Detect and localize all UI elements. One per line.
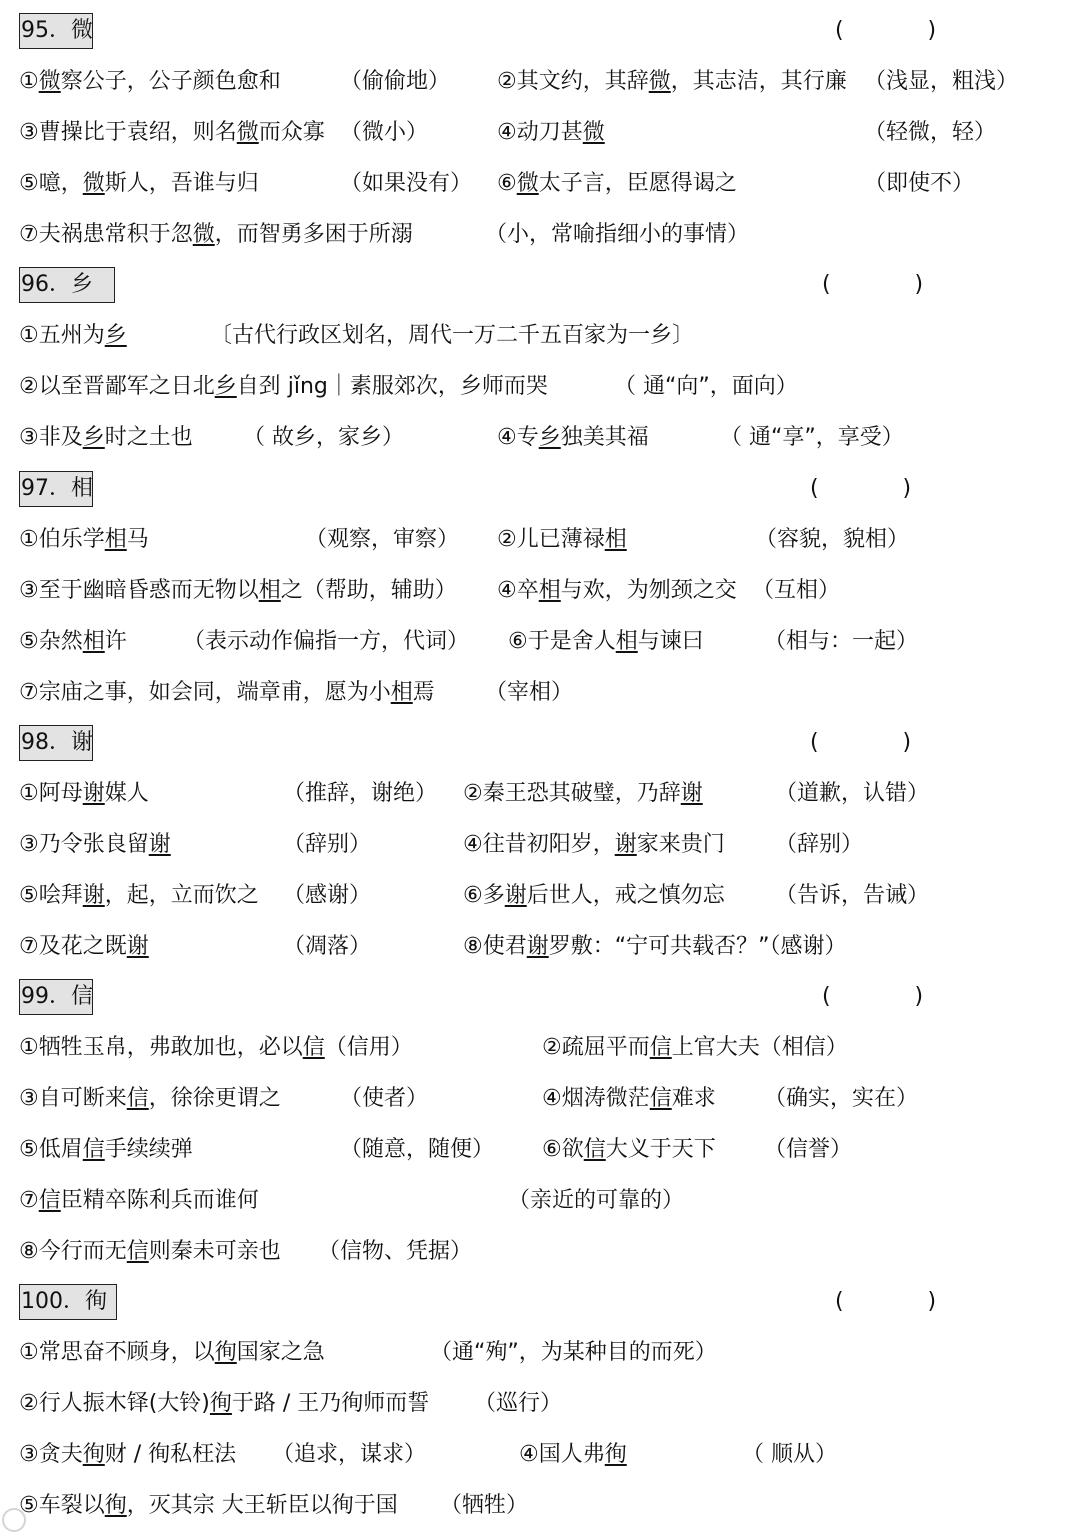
target-character: 微	[582, 119, 605, 145]
example-line	[0, 616, 1080, 667]
definition: （即使不）	[864, 170, 975, 196]
target-character: 谢	[148, 831, 171, 857]
example-sentence: ④动刀甚微	[497, 119, 605, 145]
section-header	[0, 5, 1080, 56]
example-sentence: ⑤杂然相许	[19, 628, 127, 654]
definition: （容貌，貌相）	[755, 526, 910, 552]
definition: 〔古代行政区划名，周代一万二千五百家为一乡〕	[210, 322, 695, 348]
example-sentence: ①微察公子，公子颜色愈和	[19, 68, 281, 94]
definition: （告诉，告诫）	[775, 882, 930, 908]
target-character: 信	[82, 1136, 105, 1162]
definition: （追求，谋求）	[272, 1441, 427, 1467]
example-line	[0, 921, 1080, 972]
definition: （ 通“享”，享受）	[720, 424, 904, 450]
example-line	[0, 514, 1080, 565]
target-character: 微	[516, 170, 539, 196]
example-sentence: ①常思奋不顾身，以徇国家之急	[19, 1339, 325, 1365]
definition: （ 顺从）	[742, 1441, 837, 1467]
example-sentence: ⑥多谢后世人，戒之慎勿忘	[463, 882, 725, 908]
definition: （道歉，认错）	[775, 780, 930, 806]
section-header	[0, 259, 1080, 310]
target-character: 微	[648, 68, 671, 94]
definition: （随意，随便）	[340, 1136, 495, 1162]
definition: （通“殉”，为某种目的而死）	[430, 1339, 717, 1365]
target-character: 谢	[680, 780, 703, 806]
example-sentence: ①牺牲玉帛，弗敢加也，必以信（信用）	[19, 1034, 413, 1060]
definition: （ 故乡，家乡）	[243, 424, 404, 450]
target-character: 微	[82, 170, 105, 196]
example-sentence: ④往昔初阳岁，谢家来贵门	[463, 831, 725, 857]
example-sentence: ③自可断来信，徐徐更谓之	[19, 1085, 281, 1111]
example-sentence: ③至于幽暗昏惑而无物以相之（帮助，辅助）	[19, 577, 457, 603]
definition: （辞别）	[775, 831, 864, 857]
answer-blank: ( )	[822, 271, 924, 297]
definition: （感谢）	[283, 882, 372, 908]
example-sentence: ⑤哙拜谢，起，立而饮之	[19, 882, 259, 908]
definition: （轻微，轻）	[864, 119, 997, 145]
answer-blank: ( )	[835, 17, 937, 43]
target-character: 相	[615, 628, 638, 654]
example-line	[0, 412, 1080, 463]
target-character: 相	[538, 577, 561, 603]
target-character: 相	[604, 526, 627, 552]
example-sentence: ⑦及花之既谢	[19, 933, 149, 959]
definition: （ 通“向”，面向）	[614, 373, 798, 399]
example-line	[0, 310, 1080, 361]
example-sentence: ⑤噫，微斯人，吾谁与归	[19, 170, 259, 196]
target-character: 信	[583, 1136, 606, 1162]
example-sentence: ⑤车裂以徇，灭其宗 大王斩臣以徇于国	[19, 1492, 398, 1518]
example-sentence: ⑦宗庙之事，如会同，端章甫，愿为小相焉	[19, 679, 435, 705]
example-line	[0, 1226, 1080, 1277]
example-sentence: ④专乡独美其福	[497, 424, 649, 450]
target-character: 信	[649, 1085, 672, 1111]
example-sentence: ②以至晋鄙军之日北乡自刭 jǐng｜素服郊次，乡师而哭	[19, 373, 548, 399]
example-line	[0, 870, 1080, 921]
target-character: 徇	[104, 1492, 127, 1518]
example-line	[0, 819, 1080, 870]
definition: （小，常喻指细小的事情）	[485, 221, 750, 247]
definition: （浅显，粗浅）	[864, 68, 1019, 94]
example-sentence: ①阿母谢媒人	[19, 780, 149, 806]
target-character: 徇	[209, 1390, 232, 1416]
target-character: 信	[126, 1085, 149, 1111]
definition: （相与：一起）	[764, 628, 919, 654]
section-header	[0, 1276, 1080, 1327]
example-line	[0, 565, 1080, 616]
example-line	[0, 209, 1080, 260]
target-character: 谢	[526, 933, 549, 959]
target-character: 谢	[504, 882, 527, 908]
target-character: 相	[258, 577, 281, 603]
definition: （凋落）	[283, 933, 372, 959]
example-sentence: ②儿已薄禄相	[497, 526, 627, 552]
example-line	[0, 1378, 1080, 1429]
target-character: 相	[104, 526, 127, 552]
definition: （互相）	[752, 577, 841, 603]
definition: （推辞，谢绝）	[283, 780, 438, 806]
target-character: 信	[649, 1034, 672, 1060]
example-sentence: ①五州为乡	[19, 322, 127, 348]
example-sentence: ③贪夫徇财 / 徇私枉法	[19, 1441, 237, 1467]
target-character: 相	[82, 628, 105, 654]
example-sentence: ②其文约，其辞微，其志洁，其行廉	[497, 68, 847, 94]
example-sentence: ③曹操比于袁绍，则名微而众寡	[19, 119, 325, 145]
example-sentence: ④烟涛微茫信难求	[542, 1085, 716, 1111]
definition: （信誉）	[764, 1136, 853, 1162]
target-character: 乡	[104, 322, 127, 348]
target-character: 谢	[82, 780, 105, 806]
target-character: 谢	[614, 831, 637, 857]
example-line	[0, 107, 1080, 158]
target-character: 乡	[82, 424, 105, 450]
definition: （偷偷地）	[340, 68, 451, 94]
definition: （亲近的可靠的）	[508, 1187, 685, 1213]
target-character: 微	[38, 68, 61, 94]
example-line	[0, 1175, 1080, 1226]
target-character: 乡	[214, 373, 237, 399]
target-character: 谢	[126, 933, 149, 959]
definition: （宰相）	[485, 679, 574, 705]
example-line	[0, 1429, 1080, 1480]
example-sentence: ②疏屈平而信上官大夫（相信）	[542, 1034, 848, 1060]
example-line	[0, 1124, 1080, 1175]
example-sentence: ⑥欲信大义于天下	[542, 1136, 716, 1162]
example-sentence: ④卒相与欢，为刎颈之交	[497, 577, 737, 603]
example-line	[0, 768, 1080, 819]
example-sentence: ⑥于是舍人相与谏曰	[508, 628, 704, 654]
target-character: 谢	[82, 882, 105, 908]
definition: （信物、凭据）	[318, 1238, 473, 1264]
example-sentence: ③非及乡时之土也	[19, 424, 193, 450]
entry-number-box: 95．微	[19, 13, 93, 49]
target-character: 相	[390, 679, 413, 705]
answer-blank: ( )	[822, 983, 924, 1009]
example-line	[0, 158, 1080, 209]
target-character: 徇	[82, 1441, 105, 1467]
entry-number-box: 100．徇	[19, 1284, 117, 1320]
definition: （微小）	[340, 119, 429, 145]
definition: （确实，实在）	[764, 1085, 919, 1111]
example-line	[0, 56, 1080, 107]
example-sentence: ③乃令张良留谢	[19, 831, 171, 857]
example-sentence: ⑧今行而无信则秦未可亲也	[19, 1238, 281, 1264]
target-character: 乡	[538, 424, 561, 450]
section-header	[0, 463, 1080, 514]
target-character: 信	[38, 1187, 61, 1213]
target-character: 徇	[604, 1441, 627, 1467]
example-sentence: ⑦信臣精卒陈利兵而谁何	[19, 1187, 259, 1213]
example-sentence: ④国人弗徇	[519, 1441, 627, 1467]
entry-number-box: 97．相	[19, 471, 93, 507]
example-line	[0, 1480, 1080, 1531]
example-line	[0, 1073, 1080, 1124]
target-character: 信	[302, 1034, 325, 1060]
entry-number-box: 98．谢	[19, 725, 93, 761]
watermark-logo	[2, 1507, 32, 1532]
example-line	[0, 361, 1080, 412]
example-sentence: ⑤低眉信手续续弹	[19, 1136, 193, 1162]
entry-number-box: 96．乡	[19, 267, 115, 303]
section-header	[0, 717, 1080, 768]
definition: （巡行）	[474, 1390, 563, 1416]
target-character: 徇	[214, 1339, 237, 1365]
target-character: 信	[126, 1238, 149, 1264]
answer-blank: ( )	[835, 1288, 937, 1314]
answer-blank: ( )	[810, 475, 912, 501]
definition: （使者）	[340, 1085, 429, 1111]
example-line	[0, 1022, 1080, 1073]
definition: （如果没有）	[340, 170, 473, 196]
definition: （牺牲）	[440, 1492, 529, 1518]
example-sentence: ②秦王恐其破璧，乃辞谢	[463, 780, 703, 806]
example-sentence: ⑦夫祸患常积于忽微，而智勇多困于所溺	[19, 221, 413, 247]
entry-number-box: 99．信	[19, 979, 93, 1015]
definition: （表示动作偏指一方，代词）	[183, 628, 470, 654]
target-character: 微	[192, 221, 215, 247]
definition: （辞别）	[283, 831, 372, 857]
example-line	[0, 667, 1080, 718]
example-sentence: ①伯乐学相马	[19, 526, 149, 552]
definition: （观察，审察）	[305, 526, 460, 552]
example-line	[0, 1327, 1080, 1378]
section-header	[0, 971, 1080, 1022]
example-sentence: ⑥微太子言，臣愿得谒之	[497, 170, 737, 196]
example-sentence: ②行人振木铎(大铃)徇于路 / 王乃徇师而誓	[19, 1390, 430, 1416]
watermark-ring-icon	[2, 1508, 26, 1532]
example-sentence: ⑧使君谢罗敷：“宁可共载否？”（感谢）	[463, 933, 847, 959]
answer-blank: ( )	[810, 729, 912, 755]
target-character: 微	[236, 119, 259, 145]
